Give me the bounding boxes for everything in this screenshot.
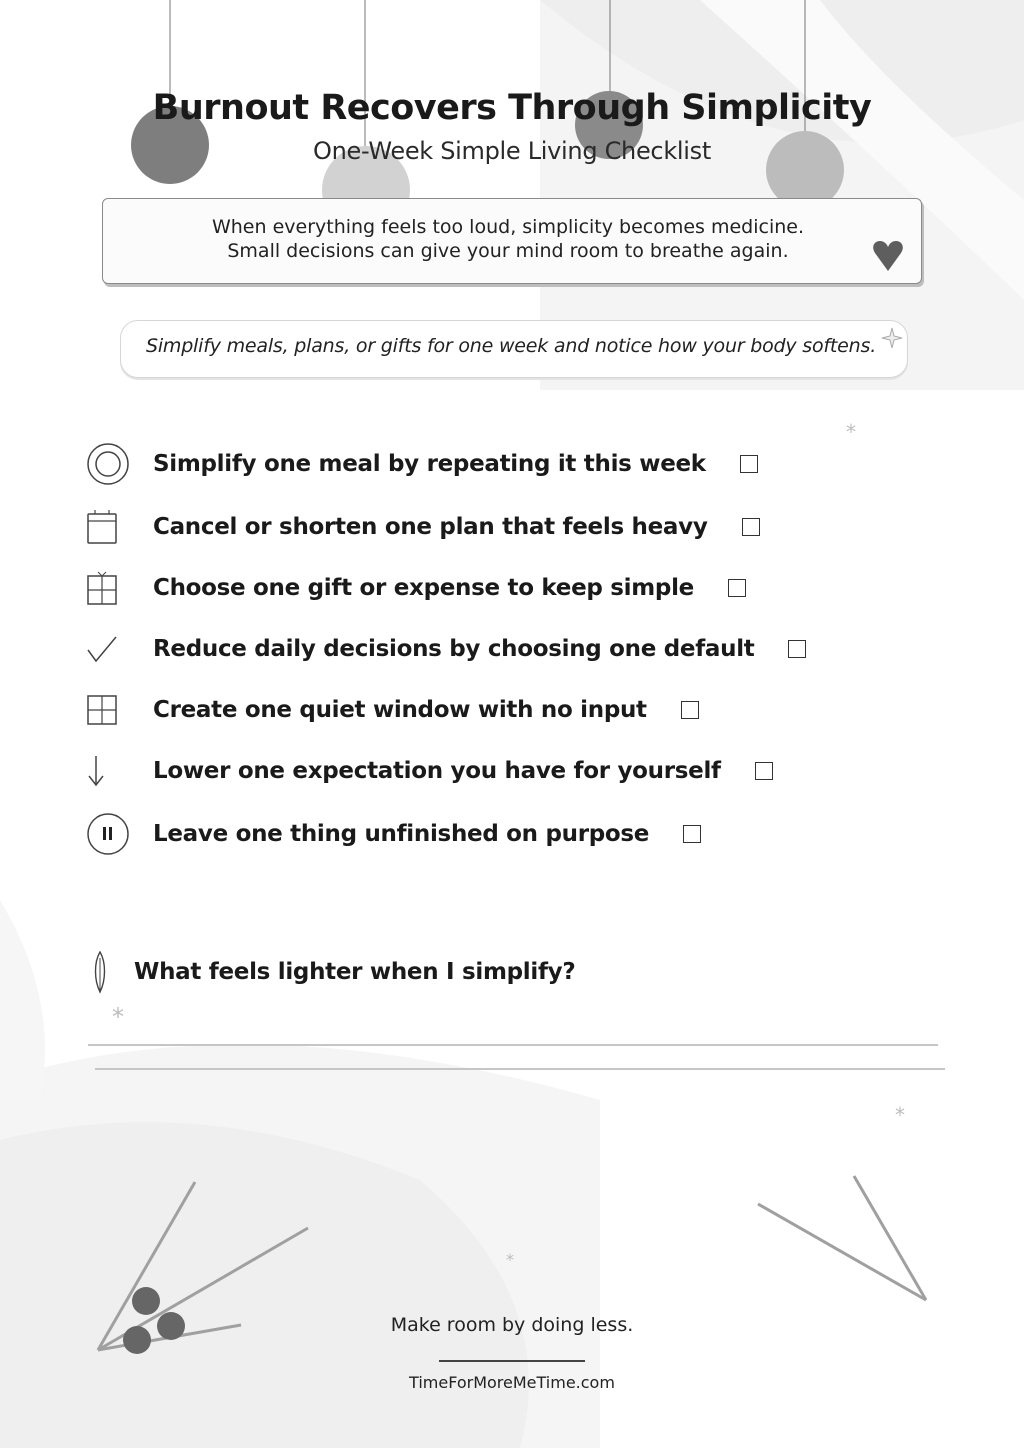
checklist-item-label: Choose one gift or expense to keep simple — [153, 575, 694, 601]
checklist-item-label: Create one quiet window with no input — [153, 697, 647, 723]
checklist-item — [86, 749, 773, 793]
window-icon — [86, 688, 132, 732]
checklist-item — [86, 812, 701, 856]
heart-icon — [871, 239, 905, 273]
sparkle-icon — [881, 327, 903, 349]
tip-banner — [120, 320, 908, 378]
checklist-item — [86, 566, 746, 610]
star-decoration: * — [506, 1250, 514, 1269]
page-subtitle: One-Week Simple Living Checklist — [313, 137, 711, 165]
checkbox[interactable] — [788, 640, 806, 658]
intro-text — [103, 215, 913, 263]
checklist-item-label: Simplify one meal by repeating it this week — [153, 451, 706, 477]
tip-text: Simplify meals, plans, or gifts for one week and notice how your body softens. — [145, 335, 877, 357]
checkbox[interactable] — [755, 762, 773, 780]
checklist-item — [86, 505, 760, 549]
checklist-item-label: Reduce daily decisions by choosing one default — [153, 636, 755, 662]
checklist-item — [86, 442, 758, 486]
checkbox[interactable] — [683, 825, 701, 843]
arrow-down-icon — [86, 749, 132, 793]
answer-line-2[interactable] — [95, 1068, 945, 1070]
checklist-item — [86, 688, 699, 732]
checklist-item-label: Cancel or shorten one plan that feels heavy — [153, 514, 708, 540]
checkbox[interactable] — [742, 518, 760, 536]
star-decoration: * — [112, 1003, 124, 1031]
footer-divider — [439, 1360, 585, 1362]
intro-card — [102, 198, 922, 284]
checklist-item-label: Lower one expectation you have for yourself — [153, 758, 721, 784]
reflection-question: What feels lighter when I simplify? — [134, 959, 576, 985]
checklist-item — [86, 627, 806, 671]
calendar-icon — [86, 505, 132, 549]
intro-line-1: When everything feels too loud, simplicity becomes medicine. — [211, 216, 805, 238]
plate-icon — [86, 442, 132, 486]
footer-website: TimeForMoreMeTime.com — [409, 1373, 615, 1392]
checkmark-icon — [86, 627, 132, 671]
footer-quote: Make room by doing less. — [390, 1314, 634, 1336]
reflection-prompt — [90, 950, 575, 994]
checklist-item-label: Leave one thing unfinished on purpose — [153, 821, 650, 847]
intro-line-2: Small decisions can give your mind room to breathe again. — [227, 240, 789, 262]
answer-line-1[interactable] — [88, 1044, 938, 1046]
checkbox[interactable] — [740, 455, 758, 473]
checkbox[interactable] — [681, 701, 699, 719]
checkbox[interactable] — [728, 579, 746, 597]
gift-icon — [86, 566, 132, 610]
page-title: Burnout Recovers Through Simplicity — [152, 88, 872, 128]
star-decoration: * — [846, 420, 856, 444]
feather-icon — [90, 950, 110, 994]
pause-icon — [86, 812, 132, 856]
star-decoration: * — [895, 1103, 905, 1127]
